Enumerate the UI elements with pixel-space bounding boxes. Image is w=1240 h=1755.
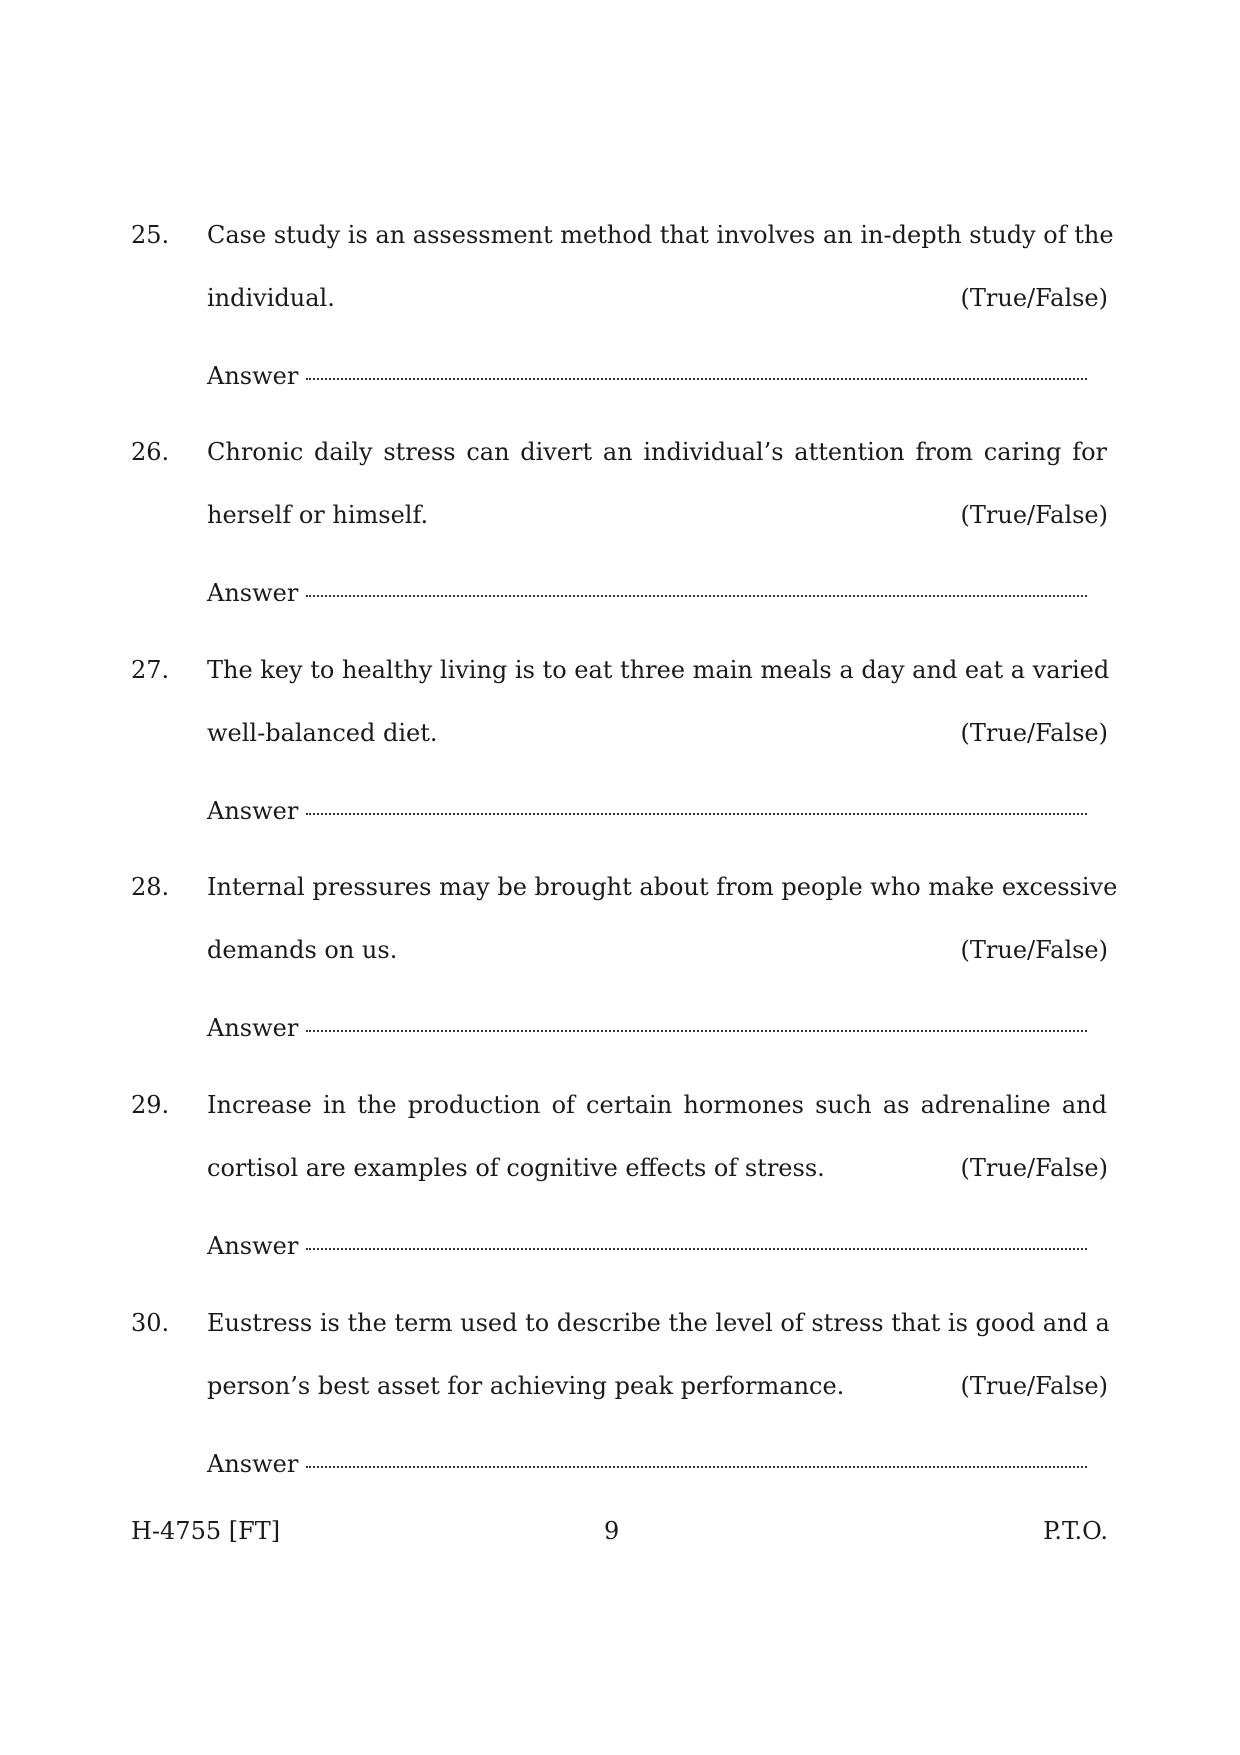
page-number: 9 (604, 1517, 620, 1545)
question-25 (0, 220, 1240, 420)
question-text-line1: Increase in the production of certain hormones such as adrenaline and (207, 1091, 1107, 1119)
true-false-label: (True/False) (960, 1154, 1108, 1182)
question-number: 30. (131, 1309, 170, 1337)
answer-dotted-blank[interactable] (306, 1466, 1087, 1468)
answer-dotted-blank[interactable] (306, 813, 1087, 815)
answer-label: Answer (207, 362, 299, 390)
answer-line[interactable] (207, 1449, 1087, 1479)
answer-line[interactable] (207, 1013, 1087, 1043)
question-text-line2: cortisol are examples of cognitive effects of stress. (207, 1154, 825, 1182)
true-false-label: (True/False) (960, 719, 1108, 747)
answer-line[interactable] (207, 1231, 1087, 1261)
question-text-line1: Internal pressures may be brought about from people who make excessive (207, 873, 1118, 901)
please-turn-over: P.T.O. (1043, 1517, 1108, 1545)
question-number: 25. (131, 221, 170, 249)
question-text-line1: Case study is an assessment method that involves an in-depth study of the (207, 221, 1114, 249)
question-28 (0, 872, 1240, 1072)
true-false-label: (True/False) (960, 501, 1108, 529)
question-number: 28. (131, 873, 170, 901)
answer-dotted-blank[interactable] (306, 378, 1087, 380)
answer-line[interactable] (207, 578, 1087, 608)
answer-dotted-blank[interactable] (306, 1030, 1087, 1032)
question-text-line1: The key to healthy living is to eat three main meals a day and eat a varied (207, 656, 1110, 684)
question-number: 26. (131, 438, 170, 466)
answer-dotted-blank[interactable] (306, 595, 1087, 597)
true-false-label: (True/False) (960, 936, 1108, 964)
answer-label: Answer (207, 1014, 299, 1042)
question-30 (0, 1308, 1240, 1508)
true-false-label: (True/False) (960, 1372, 1108, 1400)
true-false-label: (True/False) (960, 284, 1108, 312)
question-27 (0, 655, 1240, 855)
question-text-line2: demands on us. (207, 936, 398, 964)
question-number: 27. (131, 656, 170, 684)
question-number: 29. (131, 1091, 170, 1119)
question-text-line1: Eustress is the term used to describe the level of stress that is good and a (207, 1309, 1110, 1337)
answer-dotted-blank[interactable] (306, 1248, 1087, 1250)
question-29 (0, 1090, 1240, 1290)
question-text-line2: herself or himself. (207, 501, 429, 529)
answer-line[interactable] (207, 361, 1087, 391)
question-text-line2: person’s best asset for achieving peak performance. (207, 1372, 845, 1400)
answer-label: Answer (207, 797, 299, 825)
paper-code: H-4755 [FT] (131, 1517, 281, 1545)
question-26 (0, 437, 1240, 637)
answer-label: Answer (207, 579, 299, 607)
question-text-line1: Chronic daily stress can divert an individual’s attention from caring for (207, 438, 1107, 466)
question-text-line2: well-balanced diet. (207, 719, 438, 747)
answer-line[interactable] (207, 796, 1087, 826)
question-text-line2: individual. (207, 284, 335, 312)
answer-label: Answer (207, 1450, 299, 1478)
answer-label: Answer (207, 1232, 299, 1260)
